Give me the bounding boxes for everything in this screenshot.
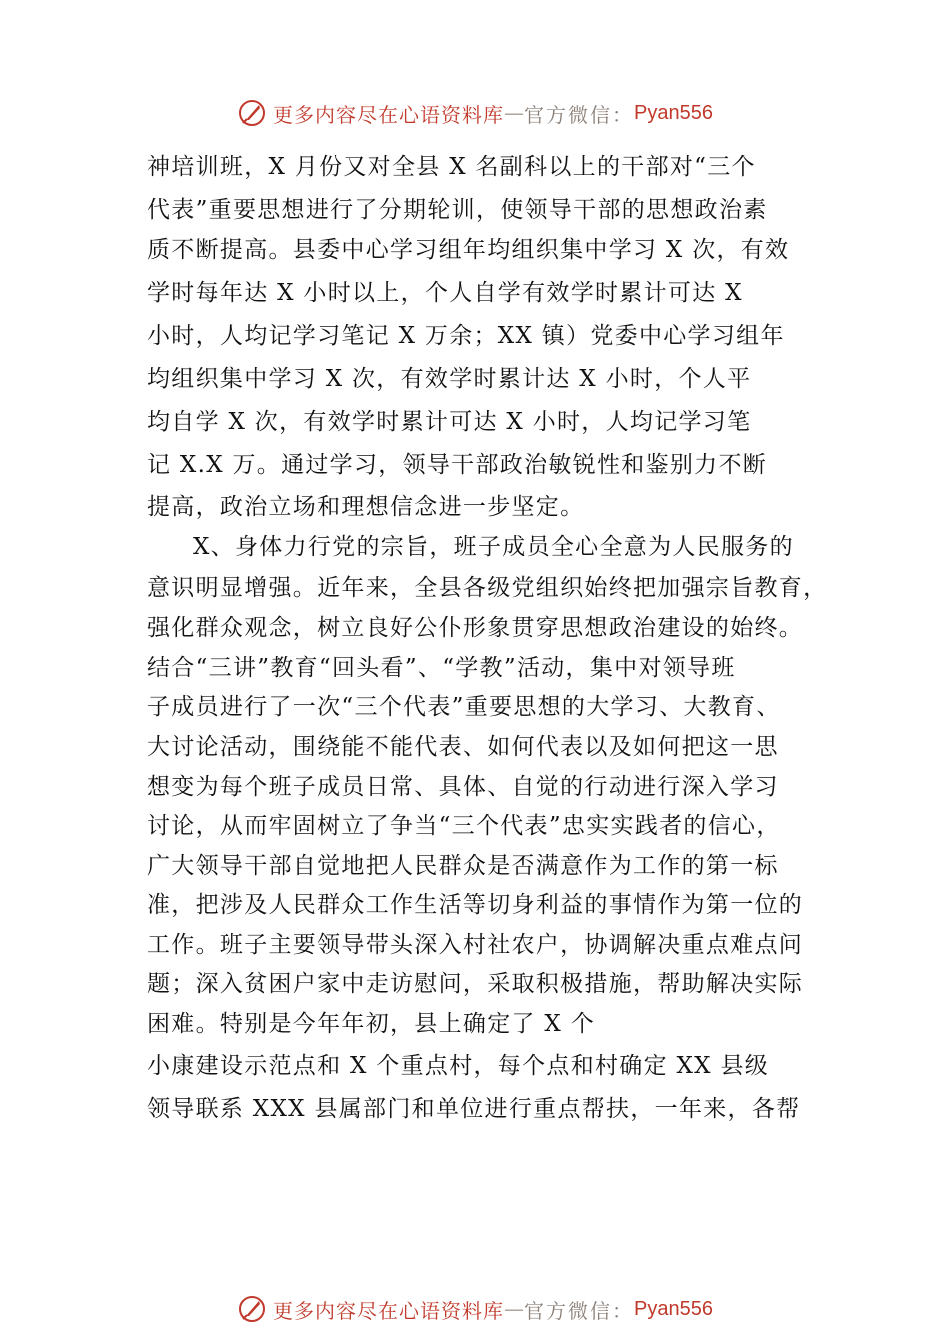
body-line: 困难。特别是今年年初，县上确定了 X 个 — [147, 1011, 595, 1037]
body-line: 题；深入贫困户家中走访慰问，采取积极措施，帮助解决实际 — [147, 971, 804, 997]
watermark-site-text: 更多内容尽在心语资料库 — [273, 102, 505, 127]
body-line: 代表”重要思想进行了分期轮训，使领导干部的思想政治素 — [147, 197, 768, 223]
body-line: 提高，政治立场和理想信念进一步坚定。 — [147, 494, 585, 520]
feather-pen-circle-icon — [237, 1294, 267, 1324]
watermark-wechat-label: 官方微信： — [524, 1298, 635, 1323]
body-line: 讨论，从而牢固树立了争当“三个代表”忠实实践者的信心， — [147, 813, 781, 839]
watermark-wechat-label: 官方微信： — [524, 102, 635, 127]
body-line: 子成员进行了一次“三个代表”重要思想的大学习、大教育、 — [147, 694, 781, 720]
watermark-dash: — — [504, 1297, 525, 1321]
feather-pen-circle-icon — [237, 98, 267, 128]
body-line: 记 X.X 万。通过学习，领导干部政治敏锐性和鉴别力不断 — [147, 452, 768, 478]
body-line: 小时，人均记学习笔记 X 万余；XX 镇）党委中心学习组年 — [147, 323, 785, 349]
body-line: 广大领导干部自觉地把人民群众是否满意作为工作的第一标 — [147, 853, 779, 879]
body-line: 意识明显增强。近年来，全县各级党组织始终把加强宗旨教育， — [147, 575, 828, 601]
body-line: 想变为每个班子成员日常、具体、自觉的行动进行深入学习 — [147, 774, 779, 800]
body-line: 质不断提高。县委中心学习组年均组织集中学习 X 次，有效 — [147, 237, 790, 263]
body-line: 强化群众观念，树立良好公仆形象贯穿思想政治建设的始终。 — [147, 615, 804, 641]
body-line: 均自学 X 次，有效学时累计可达 X 小时，人均记学习笔 — [147, 409, 752, 435]
watermark-site-text: 更多内容尽在心语资料库 — [273, 1298, 505, 1323]
body-line: 结合“三讲”教育“回头看”、“学教”活动，集中对领导班 — [147, 655, 736, 681]
paragraph-first-line: X、身体力行党的宗旨，班子成员全心全意为人民服务的 — [193, 534, 794, 560]
watermark-dash: — — [504, 101, 525, 125]
watermark-account-id: Pyan556 — [634, 101, 713, 124]
body-line: 领导联系 XXX 县属部门和单位进行重点帮扶，一年来，各帮 — [147, 1096, 801, 1122]
body-line: 工作。班子主要领导带头深入村社农户，协调解决重点难点问 — [147, 932, 804, 958]
body-line: 神培训班，X 月份又对全县 X 名副科以上的干部对“三个 — [147, 154, 756, 180]
watermark-account-id: Pyan556 — [634, 1297, 713, 1320]
body-line: 学时每年达 X 小时以上，个人自学有效学时累计可达 X — [147, 280, 743, 306]
body-line: 均组织集中学习 X 次，有效学时累计达 X 小时，个人平 — [147, 366, 752, 392]
body-line: 小康建设示范点和 X 个重点村，每个点和村确定 XX 县级 — [147, 1053, 770, 1079]
body-line: 准，把涉及人民群众工作生活等切身利益的事情作为第一位的 — [147, 892, 804, 918]
body-line: 大讨论活动，围绕能不能代表、如何代表以及如何把这一思 — [147, 734, 779, 760]
footer-watermark — [0, 1289, 950, 1329]
header-watermark — [0, 93, 950, 133]
